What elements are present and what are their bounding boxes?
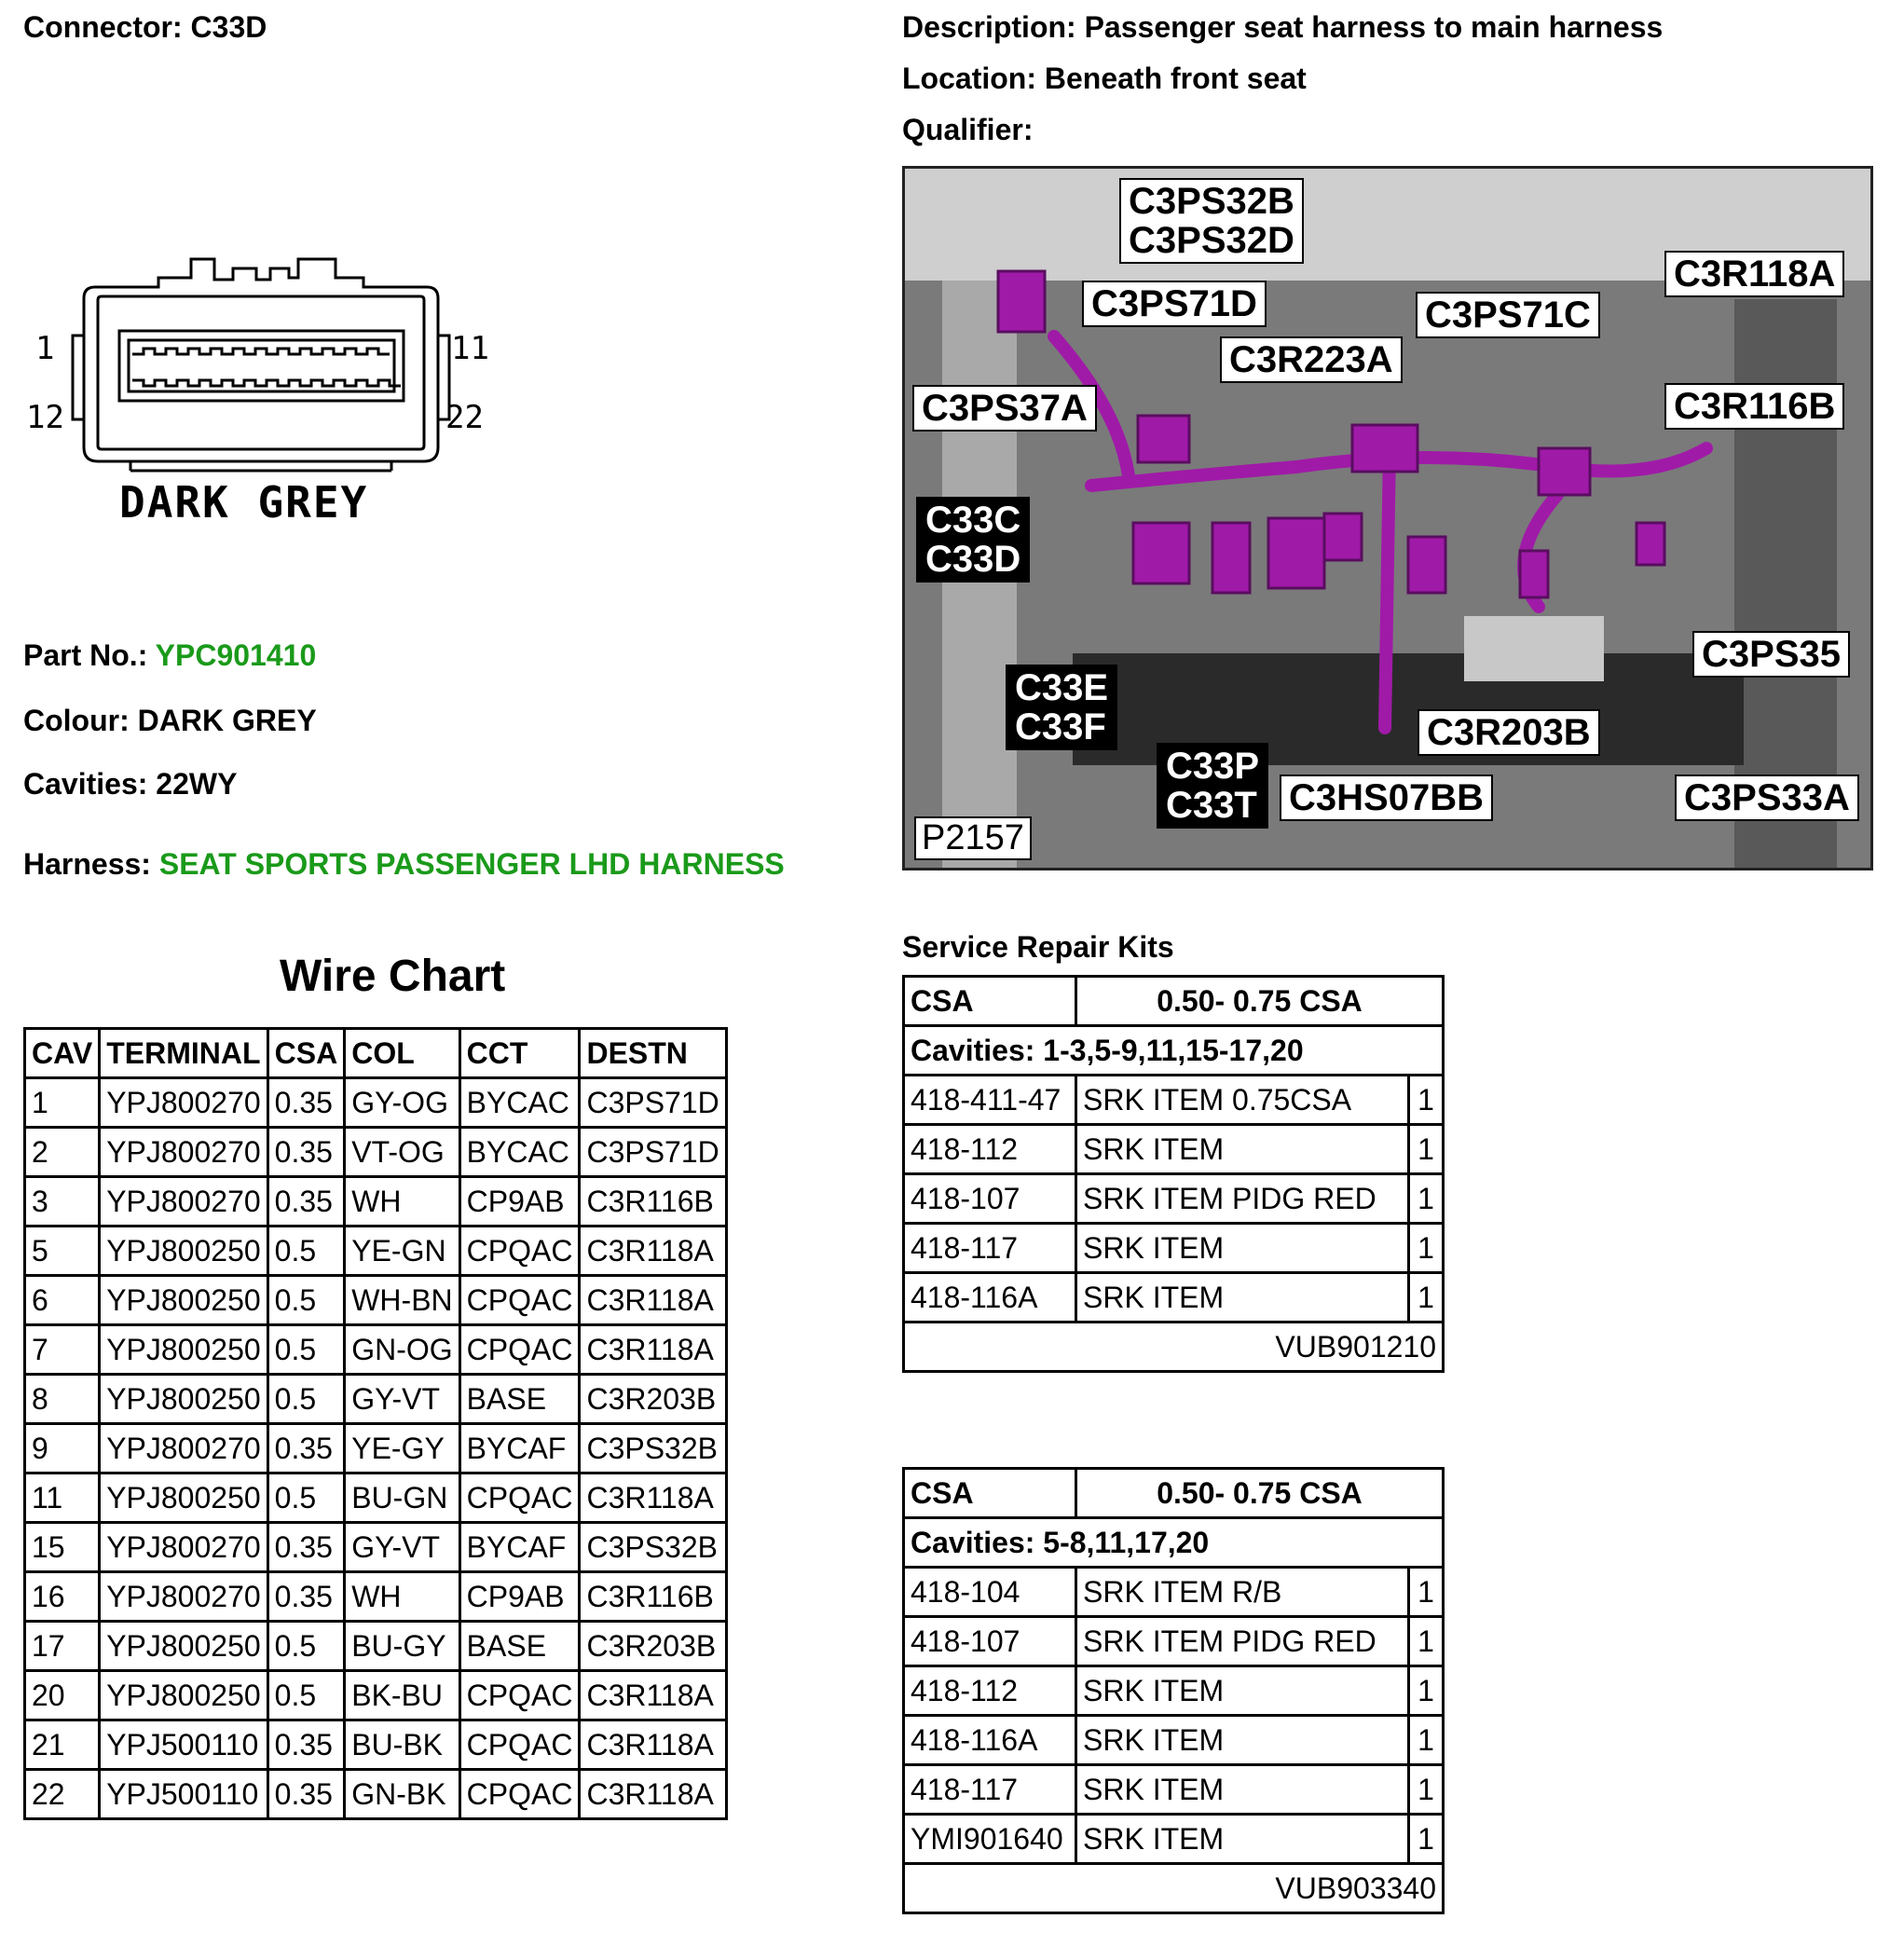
table-cell: YPJ800250 — [100, 1622, 267, 1671]
table-cell: BASE — [459, 1622, 580, 1671]
column-header: CSA — [267, 1029, 345, 1078]
location-line — [902, 61, 1307, 96]
kit-item-qty: 1 — [1409, 1815, 1444, 1864]
table-cell: VT-OG — [345, 1128, 459, 1177]
table-cell: 0.5 — [267, 1671, 345, 1720]
table-cell: WH — [345, 1177, 459, 1227]
kit-item-part: 418-411-47 — [904, 1076, 1076, 1125]
table-cell: CPQAC — [459, 1720, 580, 1770]
callout-c33e-c33f: C33E C33F — [1006, 665, 1117, 750]
table-cell: C3R116B — [580, 1177, 726, 1227]
table-cell: 17 — [25, 1622, 100, 1671]
pin-label-11: 11 — [451, 330, 489, 367]
table-cell: C3R203B — [580, 1622, 726, 1671]
table-cell: 0.35 — [267, 1128, 345, 1177]
table-cell: CPQAC — [459, 1671, 580, 1720]
kit-item-row — [904, 1273, 1444, 1323]
connector-label: Connector: — [23, 10, 183, 44]
photo-id-label: P2157 — [914, 816, 1032, 860]
connector-colour-caption: DARK GREY — [119, 477, 369, 528]
pin-label-12: 12 — [26, 399, 64, 436]
column-header: CCT — [459, 1029, 580, 1078]
table-cell: CPQAC — [459, 1227, 580, 1276]
table-cell: 0.5 — [267, 1227, 345, 1276]
kit-item-desc: SRK ITEM — [1076, 1666, 1409, 1716]
wire-chart-table — [23, 1027, 728, 1820]
table-cell: BASE — [459, 1375, 580, 1424]
table-cell: 20 — [25, 1671, 100, 1720]
table-cell: 8 — [25, 1375, 100, 1424]
table-cell: 9 — [25, 1424, 100, 1473]
description-value: Passenger seat harness to main harness — [1084, 10, 1664, 44]
table-cell: 0.5 — [267, 1473, 345, 1523]
table-cell: 3 — [25, 1177, 100, 1227]
kit-csa-row — [904, 1469, 1444, 1518]
kit-item-part: 418-112 — [904, 1666, 1076, 1716]
kit-item-qty: 1 — [1409, 1174, 1444, 1224]
table-cell: BU-BK — [345, 1720, 459, 1770]
table-cell: BYCAF — [459, 1523, 580, 1572]
kit-item-part: 418-112 — [904, 1125, 1076, 1174]
callout-c3r223a: C3R223A — [1220, 336, 1403, 383]
kit-item-part: 418-116A — [904, 1273, 1076, 1323]
colour-label: Colour: — [23, 704, 130, 737]
location-label: Location: — [902, 62, 1036, 95]
table-row — [25, 1276, 727, 1325]
table-cell: YPJ800270 — [100, 1177, 267, 1227]
table-cell: YE-GN — [345, 1227, 459, 1276]
table-cell: 21 — [25, 1720, 100, 1770]
kit-item-desc: SRK ITEM — [1076, 1765, 1409, 1815]
kit-item-row — [904, 1666, 1444, 1716]
callout-c33p-c33t: C33P C33T — [1157, 743, 1268, 829]
table-cell: YPJ800270 — [100, 1424, 267, 1473]
kit-item-desc: SRK ITEM 0.75CSA — [1076, 1076, 1409, 1125]
table-cell: YPJ800250 — [100, 1375, 267, 1424]
callout-c3ps33a: C3PS33A — [1675, 774, 1859, 821]
kit-number: VUB901210 — [904, 1323, 1444, 1372]
kit-item-part: 418-117 — [904, 1765, 1076, 1815]
description-line — [902, 9, 1663, 45]
kit-cavities: Cavities: 1-3,5-9,11,15-17,20 — [904, 1026, 1444, 1076]
table-cell: YPJ800250 — [100, 1473, 267, 1523]
table-cell: YPJ800250 — [100, 1325, 267, 1375]
harness-label: Harness: — [23, 847, 151, 881]
colour-value: DARK GREY — [137, 704, 317, 737]
table-cell: CPQAC — [459, 1276, 580, 1325]
table-cell: 5 — [25, 1227, 100, 1276]
table-row — [25, 1473, 727, 1523]
table-cell: C3R118A — [580, 1227, 726, 1276]
kit-number: VUB903340 — [904, 1864, 1444, 1913]
table-cell: YPJ800270 — [100, 1523, 267, 1572]
table-cell: CPQAC — [459, 1770, 580, 1819]
connector-value: C33D — [190, 10, 267, 44]
kit-number-row — [904, 1323, 1444, 1372]
kit-item-row — [904, 1568, 1444, 1617]
cavities-line — [23, 766, 237, 802]
kit-number-row — [904, 1864, 1444, 1913]
kit-item-desc: SRK ITEM — [1076, 1716, 1409, 1765]
table-row — [25, 1622, 727, 1671]
repair-kit-table — [902, 1467, 1445, 1914]
table-cell: YPJ500110 — [100, 1720, 267, 1770]
table-cell: 0.35 — [267, 1770, 345, 1819]
table-cell: BK-BU — [345, 1671, 459, 1720]
table-row — [25, 1177, 727, 1227]
wire-chart-header-row — [25, 1029, 727, 1078]
kit-item-row — [904, 1174, 1444, 1224]
table-row — [25, 1523, 727, 1572]
table-cell: 11 — [25, 1473, 100, 1523]
table-cell: 0.5 — [267, 1276, 345, 1325]
repair-kit-table — [902, 975, 1445, 1373]
table-cell: 15 — [25, 1523, 100, 1572]
harness-line — [23, 846, 785, 882]
column-header: CAV — [25, 1029, 100, 1078]
table-cell: 6 — [25, 1276, 100, 1325]
qualifier-label: Qualifier: — [902, 113, 1034, 146]
table-cell: C3PS32B — [580, 1424, 726, 1473]
kit-item-qty: 1 — [1409, 1224, 1444, 1273]
table-cell: C3R116B — [580, 1572, 726, 1622]
table-cell: YE-GY — [345, 1424, 459, 1473]
table-cell: BU-GN — [345, 1473, 459, 1523]
service-repair-kits-title: Service Repair Kits — [902, 930, 1174, 964]
callout-c3r116b: C3R116B — [1664, 383, 1844, 430]
location-photo — [902, 166, 1873, 870]
column-header: DESTN — [580, 1029, 726, 1078]
callout-c3ps35: C3PS35 — [1692, 631, 1850, 678]
kit-csa-label: CSA — [904, 977, 1076, 1026]
table-cell: YPJ800270 — [100, 1078, 267, 1128]
table-cell: GY-VT — [345, 1523, 459, 1572]
table-cell: YPJ800250 — [100, 1276, 267, 1325]
table-cell: GY-OG — [345, 1078, 459, 1128]
table-cell: 7 — [25, 1325, 100, 1375]
table-row — [25, 1770, 727, 1819]
column-header: TERMINAL — [100, 1029, 267, 1078]
table-cell: C3R118A — [580, 1325, 726, 1375]
wire-chart-title: Wire Chart — [280, 952, 506, 1001]
location-value: Beneath front seat — [1044, 62, 1307, 95]
kit-item-desc: SRK ITEM — [1076, 1125, 1409, 1174]
part-number-line — [23, 637, 316, 673]
kit-csa-value: 0.50- 0.75 CSA — [1076, 977, 1444, 1026]
colour-line — [23, 703, 317, 738]
kit-item-row — [904, 1716, 1444, 1765]
kit-cavities-row — [904, 1026, 1444, 1076]
table-cell: 16 — [25, 1572, 100, 1622]
connector-heading — [23, 9, 267, 45]
callout-c33c-c33d: C33C C33D — [916, 497, 1030, 583]
kit-item-row — [904, 1617, 1444, 1666]
pin-label-1: 1 — [35, 330, 55, 367]
column-header: COL — [345, 1029, 459, 1078]
table-row — [25, 1227, 727, 1276]
table-cell: 0.5 — [267, 1622, 345, 1671]
pin-label-22: 22 — [445, 399, 484, 436]
table-cell: YPJ800270 — [100, 1128, 267, 1177]
table-cell: 0.35 — [267, 1177, 345, 1227]
part-number-label: Part No.: — [23, 638, 148, 672]
table-cell: WH-BN — [345, 1276, 459, 1325]
kit-csa-value: 0.50- 0.75 CSA — [1076, 1469, 1444, 1518]
kit-item-row — [904, 1125, 1444, 1174]
table-row — [25, 1720, 727, 1770]
table-cell: 0.5 — [267, 1375, 345, 1424]
callout-c3ps32: C3PS32B C3PS32D — [1119, 178, 1304, 264]
cavities-label: Cavities: — [23, 767, 148, 801]
table-row — [25, 1572, 727, 1622]
table-cell: 0.5 — [267, 1325, 345, 1375]
kit-item-part: 418-116A — [904, 1716, 1076, 1765]
harness-link[interactable]: SEAT SPORTS PASSENGER LHD HARNESS — [158, 847, 785, 881]
kit-item-desc: SRK ITEM — [1076, 1815, 1409, 1864]
kit-item-qty: 1 — [1409, 1617, 1444, 1666]
kit-item-desc: SRK ITEM — [1076, 1224, 1409, 1273]
callout-c3ps71d: C3PS71D — [1082, 281, 1267, 327]
table-cell: 1 — [25, 1078, 100, 1128]
table-row — [25, 1128, 727, 1177]
table-row — [25, 1375, 727, 1424]
table-cell: 0.35 — [267, 1424, 345, 1473]
table-cell: 0.35 — [267, 1572, 345, 1622]
part-number-link[interactable]: YPC901410 — [155, 638, 317, 672]
table-cell: 22 — [25, 1770, 100, 1819]
table-row — [25, 1671, 727, 1720]
table-cell: BU-GY — [345, 1622, 459, 1671]
kit-cavities: Cavities: 5-8,11,17,20 — [904, 1518, 1444, 1568]
callout-c3ps37a: C3PS37A — [912, 385, 1097, 432]
table-cell: YPJ800250 — [100, 1227, 267, 1276]
callout-c3r203b: C3R203B — [1418, 709, 1600, 756]
table-cell: 0.35 — [267, 1523, 345, 1572]
kit-item-row — [904, 1076, 1444, 1125]
kit-item-desc: SRK ITEM — [1076, 1273, 1409, 1323]
table-cell: CP9AB — [459, 1177, 580, 1227]
kit-item-desc: SRK ITEM R/B — [1076, 1568, 1409, 1617]
table-cell: BYCAC — [459, 1128, 580, 1177]
kit-item-row — [904, 1765, 1444, 1815]
kit-item-desc: SRK ITEM PIDG RED — [1076, 1617, 1409, 1666]
table-row — [25, 1078, 727, 1128]
kit-item-qty: 1 — [1409, 1765, 1444, 1815]
table-cell: 2 — [25, 1128, 100, 1177]
callout-c3hs07bb: C3HS07BB — [1280, 774, 1493, 821]
table-cell: 0.35 — [267, 1720, 345, 1770]
table-cell: C3PS71D — [580, 1128, 726, 1177]
kit-csa-label: CSA — [904, 1469, 1076, 1518]
table-cell: WH — [345, 1572, 459, 1622]
kit-item-part: 418-107 — [904, 1617, 1076, 1666]
table-cell: C3R118A — [580, 1473, 726, 1523]
table-row — [25, 1325, 727, 1375]
kit-item-part: YMI901640 — [904, 1815, 1076, 1864]
cavities-value: 22WY — [156, 767, 238, 801]
table-cell: YPJ500110 — [100, 1770, 267, 1819]
table-cell: BYCAF — [459, 1424, 580, 1473]
kit-item-qty: 1 — [1409, 1666, 1444, 1716]
table-cell: GN-OG — [345, 1325, 459, 1375]
kit-item-desc: SRK ITEM PIDG RED — [1076, 1174, 1409, 1224]
table-cell: C3PS71D — [580, 1078, 726, 1128]
kit-item-row — [904, 1815, 1444, 1864]
kit-item-qty: 1 — [1409, 1273, 1444, 1323]
kit-item-qty: 1 — [1409, 1568, 1444, 1617]
kit-item-qty: 1 — [1409, 1125, 1444, 1174]
kit-csa-row — [904, 977, 1444, 1026]
kit-item-part: 418-104 — [904, 1568, 1076, 1617]
table-cell: CPQAC — [459, 1325, 580, 1375]
table-cell: YPJ800270 — [100, 1572, 267, 1622]
kit-cavities-row — [904, 1518, 1444, 1568]
callout-c3ps71c: C3PS71C — [1416, 292, 1600, 338]
table-cell: C3R118A — [580, 1276, 726, 1325]
kit-item-qty: 1 — [1409, 1076, 1444, 1125]
table-cell: YPJ800250 — [100, 1671, 267, 1720]
table-cell: C3R203B — [580, 1375, 726, 1424]
table-cell: BYCAC — [459, 1078, 580, 1128]
table-cell: C3R118A — [580, 1671, 726, 1720]
table-cell: C3R118A — [580, 1720, 726, 1770]
table-cell: GN-BK — [345, 1770, 459, 1819]
kit-item-part: 418-117 — [904, 1224, 1076, 1273]
table-row — [25, 1424, 727, 1473]
table-cell: GY-VT — [345, 1375, 459, 1424]
description-label: Description: — [902, 10, 1076, 44]
callout-c3r118a: C3R118A — [1664, 251, 1844, 297]
table-cell: CP9AB — [459, 1572, 580, 1622]
table-cell: 0.35 — [267, 1078, 345, 1128]
kit-item-part: 418-107 — [904, 1174, 1076, 1224]
table-cell: C3R118A — [580, 1770, 726, 1819]
kit-item-qty: 1 — [1409, 1716, 1444, 1765]
table-cell: C3PS32B — [580, 1523, 726, 1572]
kit-item-row — [904, 1224, 1444, 1273]
table-cell: CPQAC — [459, 1473, 580, 1523]
